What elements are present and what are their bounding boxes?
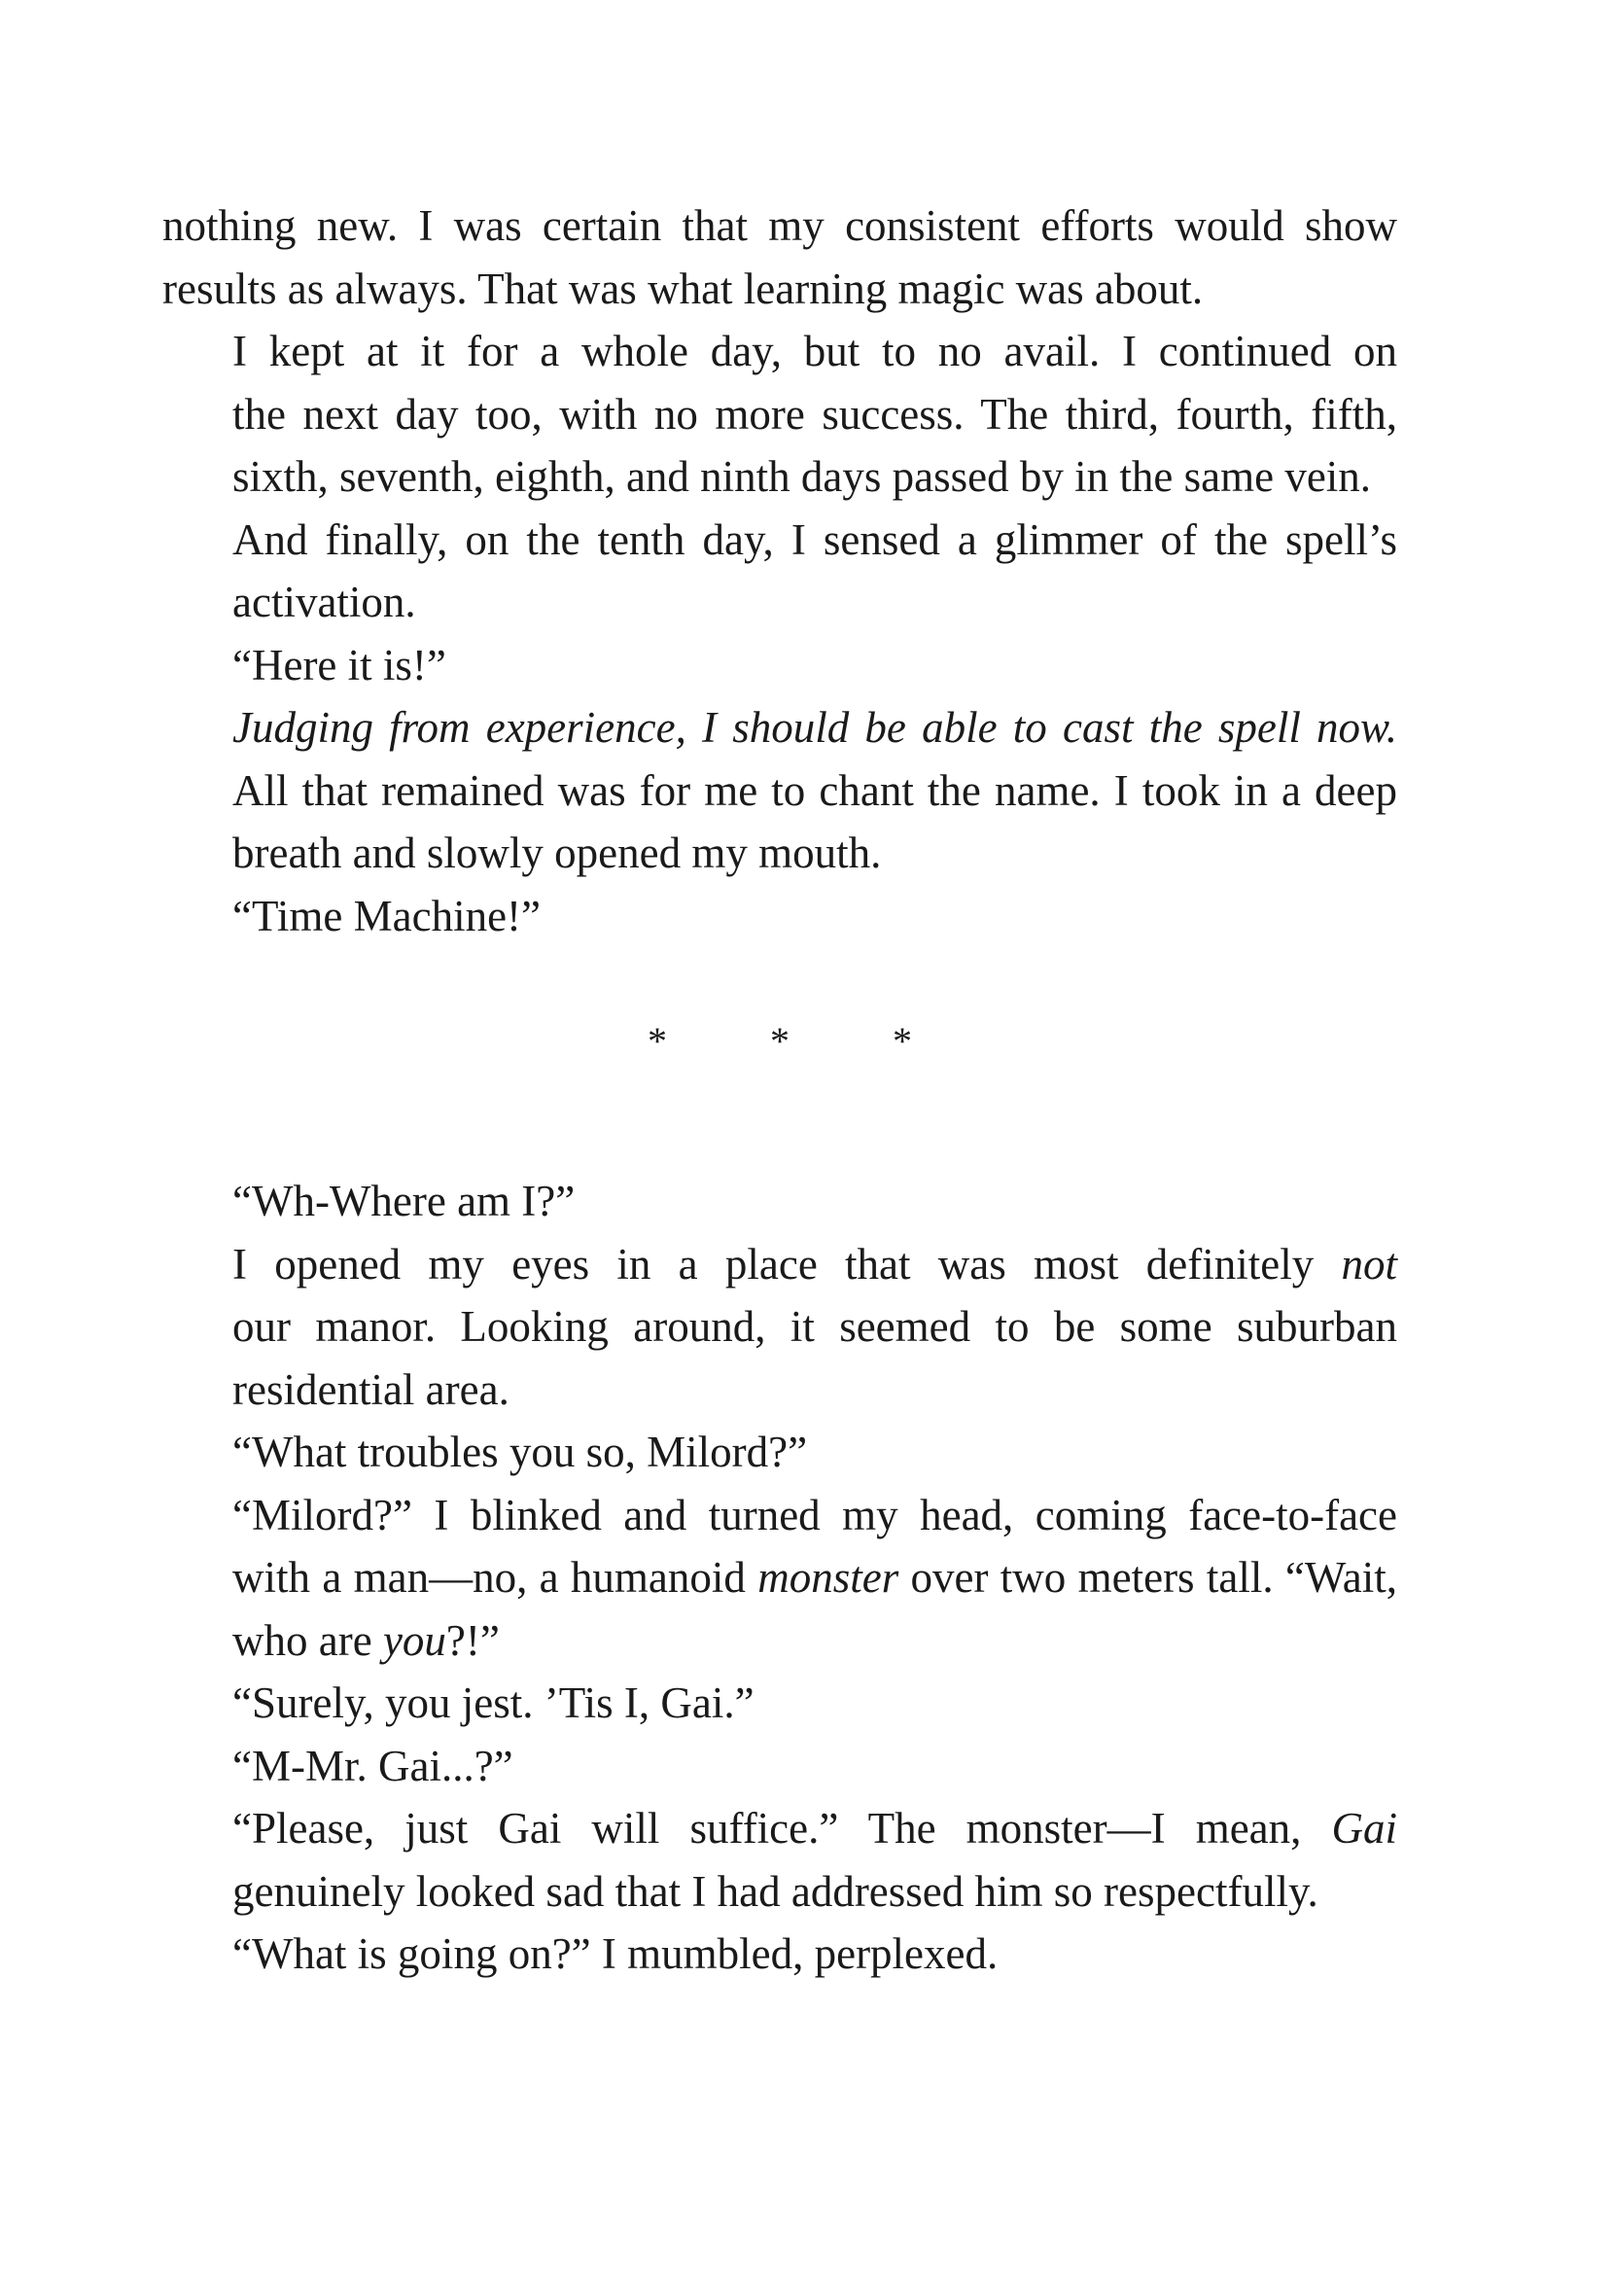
text-line: [162, 1546, 1397, 1609]
text-run: activation.: [232, 578, 416, 626]
italic-text: monster: [757, 1553, 899, 1602]
text-run: “What is going on?” I mumbled, perplexed.: [232, 1929, 999, 1978]
paragraph: [162, 634, 1397, 697]
text-run: with a man—no, a humanoid: [232, 1553, 758, 1602]
text-line: [162, 571, 1397, 634]
text-run: “Here it is!”: [232, 640, 446, 689]
text-line: [162, 759, 1397, 823]
text-line: [162, 194, 1397, 258]
italic-text: Judging from experience, I should be able to cast the spell now.: [232, 703, 1397, 752]
text-run: “Milord?” I blinked and turned my head, coming face-to-face: [232, 1490, 1397, 1539]
text-line: [162, 1735, 1397, 1798]
text-line: [162, 1170, 1397, 1233]
text-run: breath and slowly opened my mouth.: [232, 829, 882, 877]
text-run: “Wh-Where am I?”: [232, 1177, 576, 1225]
text-line: [162, 1233, 1397, 1296]
text-run: All that remained was for me to chant the name. I took in a deep: [232, 765, 1397, 815]
paragraph: [162, 509, 1397, 634]
text-run: over two meters tall. “Wait,: [898, 1553, 1397, 1602]
paragraph: [162, 1233, 1397, 1422]
book-page: [162, 194, 1397, 1986]
text-line: [162, 445, 1397, 509]
text-line: [162, 1923, 1397, 1986]
paragraph: [162, 696, 1397, 885]
paragraph: [162, 1797, 1397, 1923]
text-line: [162, 634, 1397, 697]
paragraph: [162, 1923, 1397, 1986]
text-line: [162, 1359, 1397, 1422]
text-run: “M-Mr. Gai...?”: [232, 1741, 513, 1790]
text-run: residential area.: [232, 1364, 509, 1414]
text-line: [162, 320, 1397, 383]
paragraph: [162, 1484, 1397, 1673]
text-line: [162, 822, 1397, 885]
text-line: [162, 885, 1397, 948]
text-line: [162, 1484, 1397, 1547]
paragraph: [162, 1421, 1397, 1484]
text-run: “Surely, you jest. ’Tis I, Gai.”: [232, 1678, 755, 1727]
text-line: [162, 383, 1397, 446]
text-run: “Time Machine!”: [232, 891, 541, 940]
text-section-2: [162, 1170, 1397, 1986]
paragraph: [162, 1170, 1397, 1233]
scene-break: * * *: [648, 1019, 959, 1063]
text-run: ?!”: [445, 1615, 500, 1665]
text-line: [162, 1421, 1397, 1484]
italic-text: not: [1341, 1239, 1397, 1289]
text-run: genuinely looked sad that I had addressed him so respectfully.: [232, 1866, 1318, 1916]
text-line: [162, 1797, 1397, 1860]
text-line: [162, 696, 1397, 759]
text-run: “What troubles you so, Milord?”: [232, 1428, 808, 1476]
text-run: I opened my eyes in a place that was most definitely: [232, 1239, 1342, 1289]
text-run: And finally, on the tenth day, I sensed a glimmer of the spell’s: [232, 514, 1397, 564]
text-run: sixth, seventh, eighth, and ninth days passed by in the same vein.: [232, 452, 1372, 501]
text-run: who are: [232, 1615, 383, 1665]
paragraph: [162, 1735, 1397, 1798]
text-section-1: [162, 194, 1397, 947]
text-run: “Please, just Gai will suffice.” The monster—I mean,: [232, 1804, 1332, 1853]
text-run: results as always. That was what learning magic was about.: [162, 264, 1204, 313]
paragraph: [162, 194, 1397, 320]
text-run: nothing new. I was certain that my consistent efforts would show: [162, 201, 1397, 250]
text-line: [162, 509, 1397, 572]
paragraph: [162, 885, 1397, 948]
text-line: [162, 1295, 1397, 1359]
paragraph: [162, 1672, 1397, 1735]
text-line: [162, 1860, 1397, 1924]
text-run: our manor. Looking around, it seemed to be some suburban: [232, 1302, 1397, 1351]
text-line: [162, 1609, 1397, 1673]
italic-text: you: [382, 1615, 446, 1665]
paragraph: [162, 320, 1397, 509]
text-run: I kept at it for a whole day, but to no avail. I continued on: [232, 327, 1397, 375]
italic-text: Gai: [1331, 1804, 1397, 1853]
text-line: [162, 258, 1397, 321]
text-run: the next day too, with no more success. The third, fourth, fifth,: [232, 389, 1397, 439]
text-line: [162, 1672, 1397, 1735]
